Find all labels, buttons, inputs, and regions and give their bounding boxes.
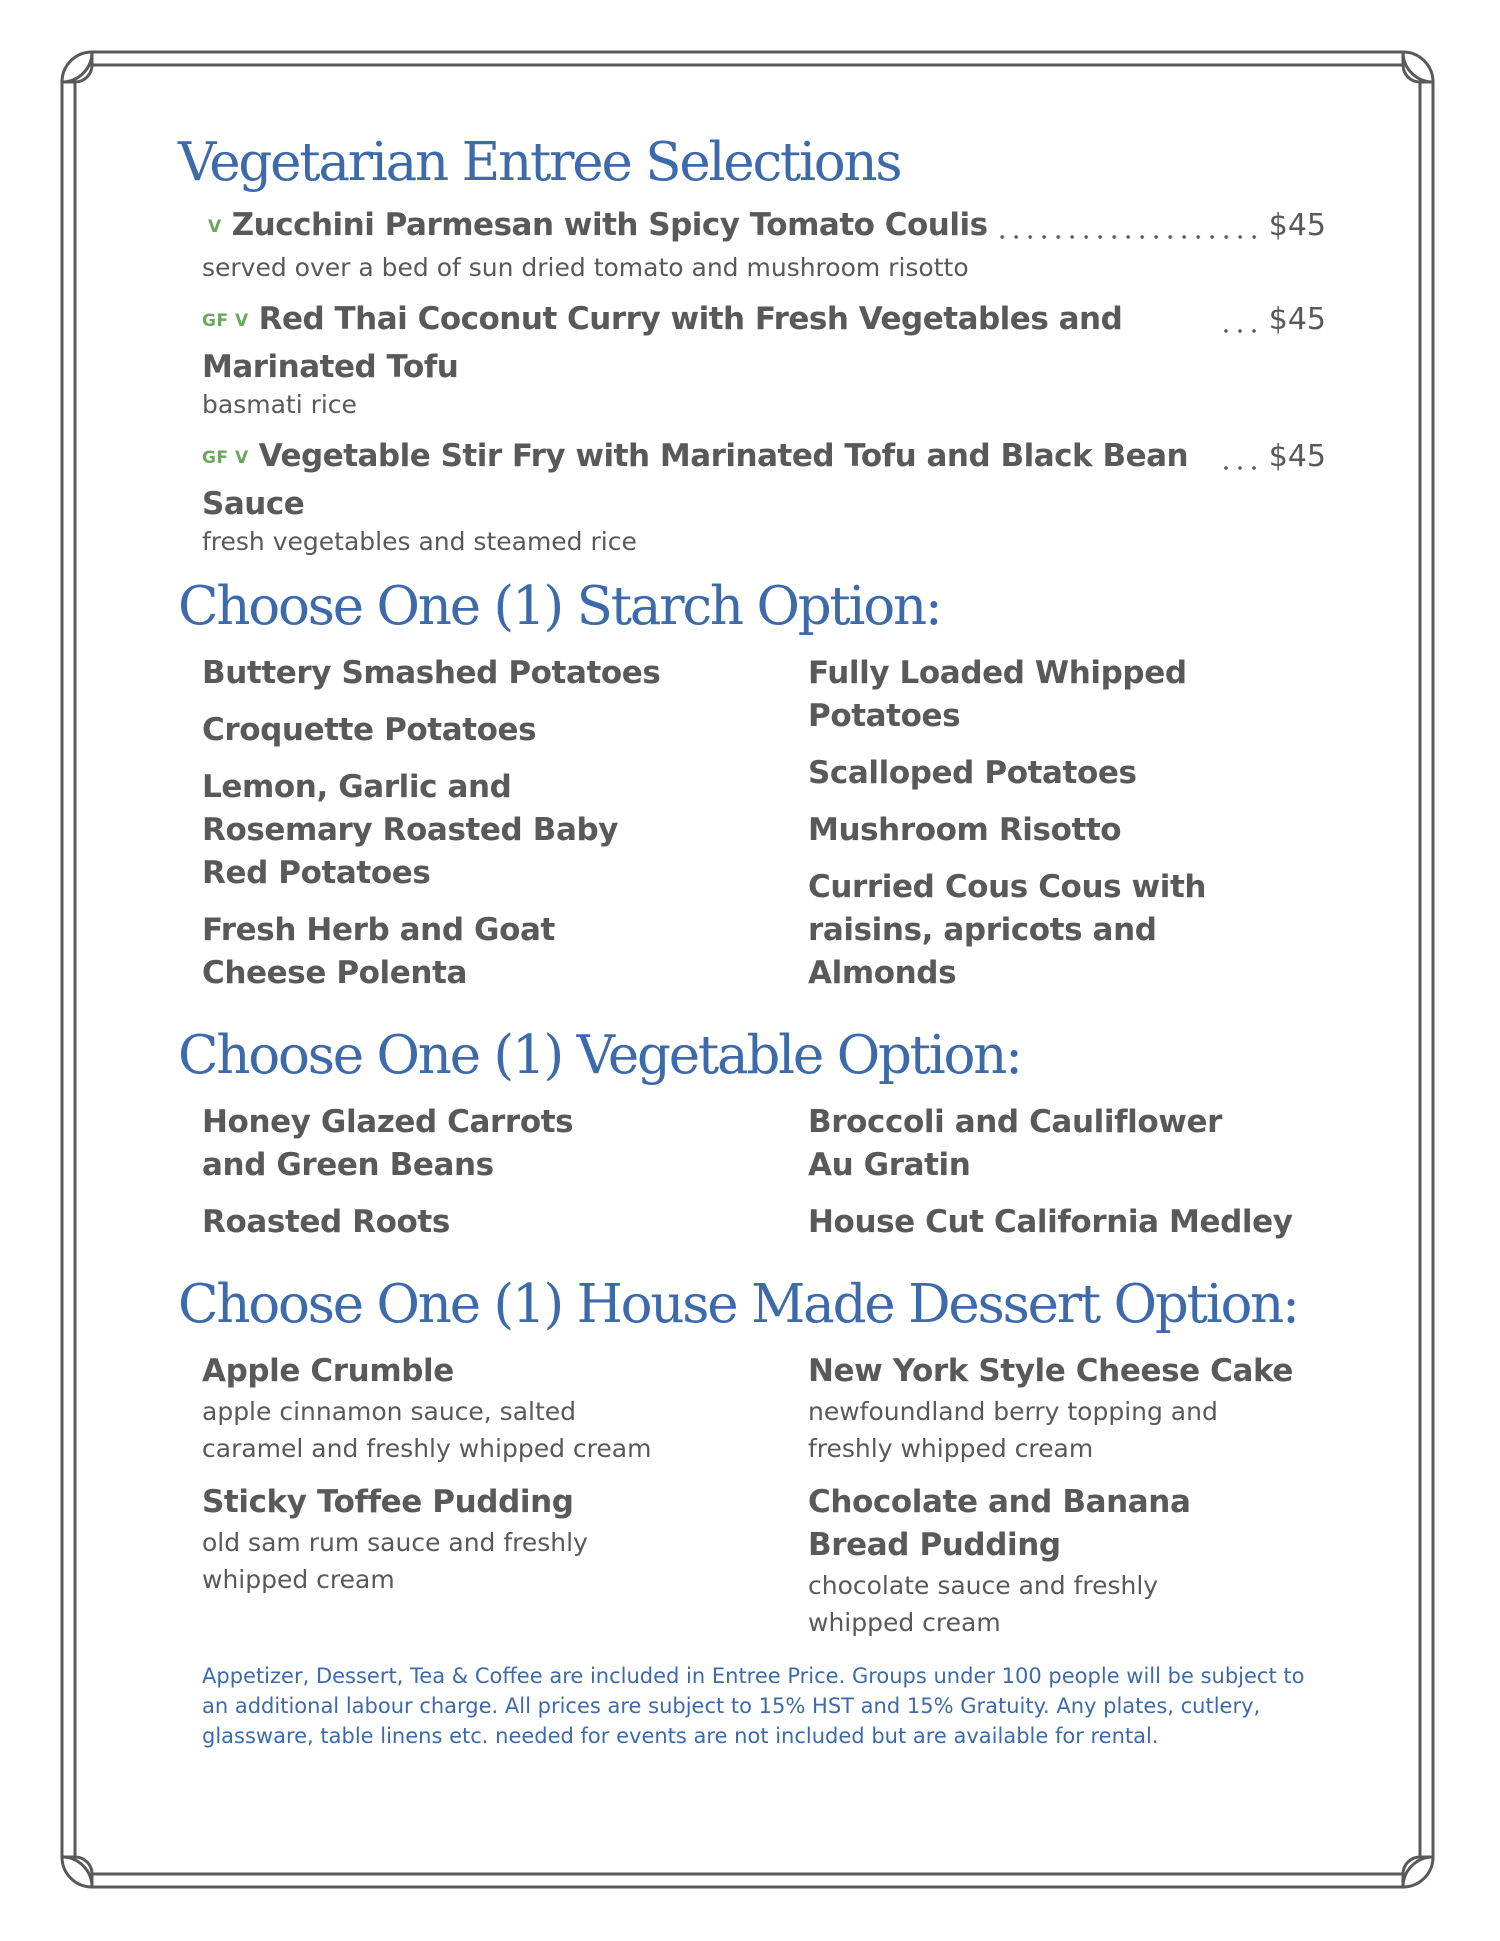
entree-price: $45 — [1268, 439, 1326, 474]
dessert-option — [202, 1481, 808, 1598]
dot-leader — [1221, 298, 1261, 341]
vegetable-options — [202, 1101, 1338, 1258]
starch-option: Scalloped Potatoes — [808, 755, 1137, 791]
starch-option: Buttery Smashed Potatoes — [202, 655, 661, 691]
entree-name: GF V Red Thai Coconut Curry with Fresh Vegetables and Marinated Tofu — [202, 301, 1123, 385]
starch-option: Fresh Herb and Goat Cheese Polenta — [202, 912, 555, 991]
starch-option: Mushroom Risotto — [808, 812, 1122, 848]
dot-leader — [1221, 435, 1261, 478]
dietary-tags: V — [208, 217, 222, 237]
dietary-tags: GF V — [202, 311, 249, 331]
starch-option: Curried Cous Cous with raisins, apricots and Almonds — [808, 869, 1207, 991]
entree-description: served over a bed of sun dried tomato and mushroom risotto — [202, 253, 969, 282]
footer-note: Appetizer, Dessert, Tea & Coffee are included in Entree Price. Groups under 100 people will be subject to an additional labour charge. All prices are subject to 15% HST and 15% Gratuity. Any plates, cutlery, glassware, table linens etc. needed for events are not included but are available for rental. — [202, 1664, 1305, 1748]
starch-option: Croquette Potatoes — [202, 712, 537, 748]
dot-leader — [996, 204, 1261, 247]
entree-item — [202, 435, 1326, 558]
dessert-name: Apple Crumble — [202, 1353, 454, 1389]
entree-description: fresh vegetables and steamed rice — [202, 527, 637, 556]
dessert-option — [202, 1350, 808, 1467]
dessert-description: chocolate sauce and freshly whipped cream — [808, 1571, 1159, 1637]
vegetable-section-title: Choose One (1) Vegetable Option: — [178, 1025, 1021, 1086]
starch-option: Lemon, Garlic and Rosemary Roasted Baby Red Potatoes — [202, 769, 619, 891]
dessert-description: newfoundland berry topping and freshly whipped cream — [808, 1397, 1218, 1463]
dessert-option — [808, 1481, 1308, 1641]
entree-name: V Zucchini Parmesan with Spicy Tomato Coulis — [208, 207, 988, 243]
starch-section-title: Choose One (1) Starch Option: — [178, 576, 941, 637]
entree-list — [202, 204, 1326, 558]
dietary-tags: GF V — [202, 448, 249, 468]
vegetable-option: Honey Glazed Carrots and Green Beans — [202, 1104, 574, 1183]
entree-section-title: Vegetarian Entree Selections — [178, 132, 901, 193]
dessert-options — [202, 1350, 1338, 1655]
dessert-name: New York Style Cheese Cake — [808, 1353, 1294, 1389]
vegetable-option: House Cut California Medley — [808, 1204, 1293, 1240]
entree-name: GF V Vegetable Stir Fry with Marinated Tofu and Black Bean Sauce — [202, 438, 1189, 522]
dessert-description: apple cinnamon sauce, salted caramel and freshly whipped cream — [202, 1397, 652, 1463]
dessert-name: Sticky Toffee Pudding — [202, 1484, 574, 1520]
entree-item — [202, 298, 1326, 421]
starch-option: Fully Loaded Whipped Potatoes — [808, 655, 1187, 734]
dessert-section-title: Choose One (1) House Made Dessert Option: — [178, 1274, 1298, 1335]
dessert-option — [808, 1350, 1308, 1467]
entree-price: $45 — [1268, 302, 1326, 337]
starch-options — [202, 652, 1338, 1009]
menu-content — [178, 128, 1338, 1751]
dessert-name: Chocolate and Banana Bread Pudding — [808, 1484, 1191, 1563]
dessert-description: old sam rum sauce and freshly whipped cream — [202, 1528, 588, 1594]
entree-price: $45 — [1268, 208, 1326, 243]
entree-description: basmati rice — [202, 390, 357, 419]
vegetable-option: Roasted Roots — [202, 1204, 450, 1240]
entree-item — [202, 204, 1326, 284]
vegetable-option: Broccoli and Cauliflower Au Gratin — [808, 1104, 1223, 1183]
